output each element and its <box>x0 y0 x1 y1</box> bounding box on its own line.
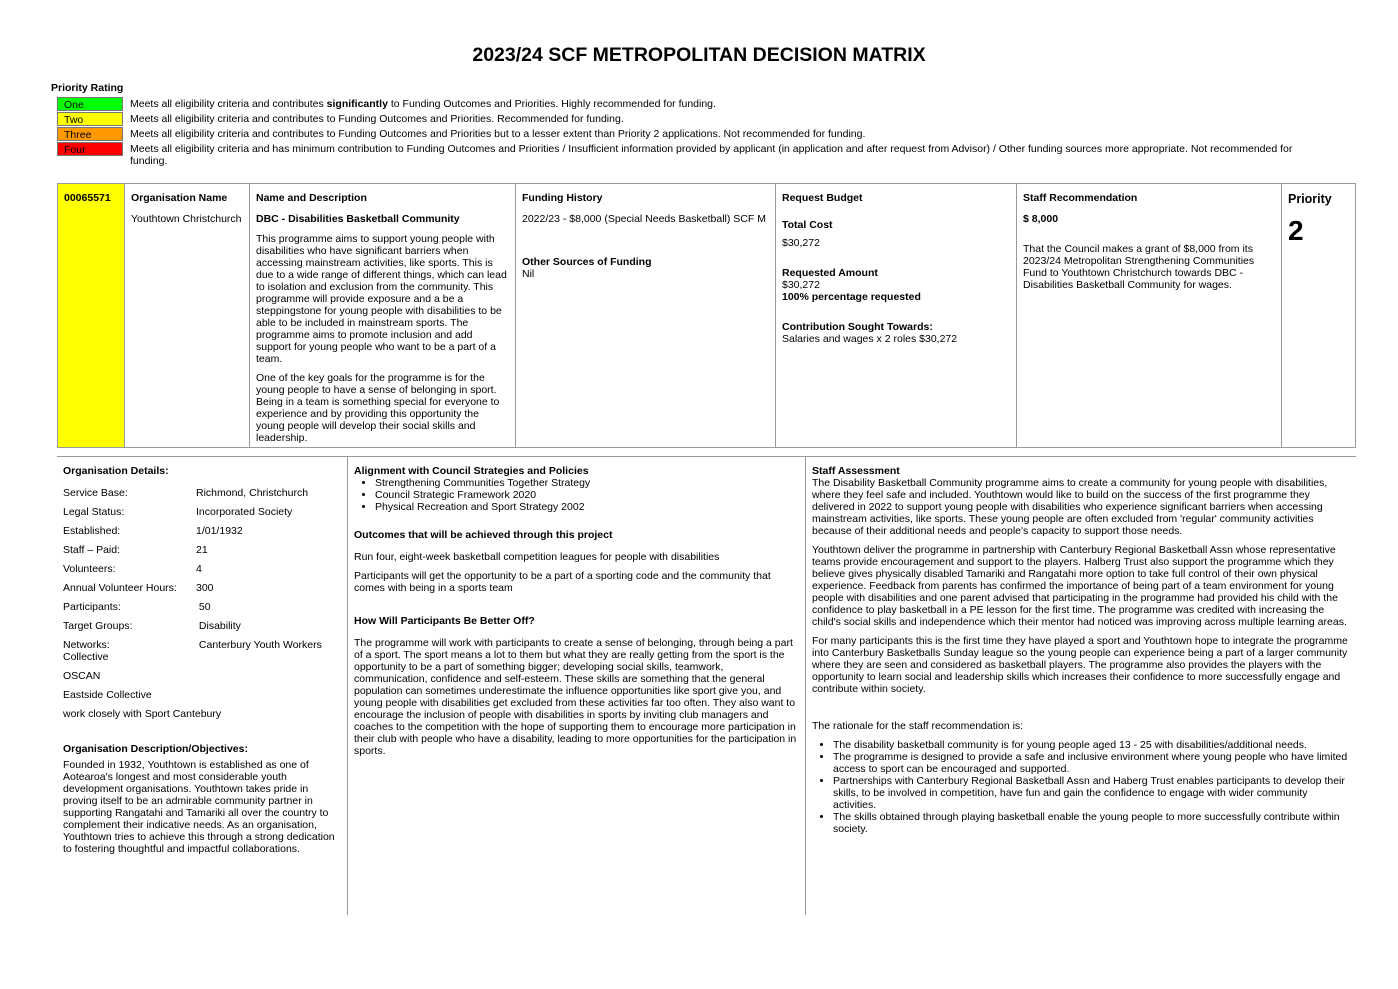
assessment-paragraph: The Disability Basketball Community programme aims to create a community for young people with disabilities, where they feel safe and included. Youthtown would like to build on the success of the first programme they delivered in 2022 to support young people with disabilities who experience significant barriers when accessing mainstream activities, like sports. These young people are often excluded from 'regular' community activities because of their additional needs and people's capacity to support those needs. <box>812 477 1328 537</box>
list-item: • Partnerships with Canterbury Regional Basketball Assn and Haberg Trust enables participants to develop their skills, to be involved in competition, have fun and gain the confidence to engage with wider community activities. <box>833 775 1350 811</box>
list-item: • Strengthening Communities Together Strategy <box>375 477 799 489</box>
contribution-label: Contribution Sought Towards: <box>782 321 933 333</box>
other-sources: Nil <box>522 268 535 280</box>
detail-row: Annual Volunteer Hours: 300 <box>63 582 214 594</box>
rationale-intro: The rationale for the staff recommendation is: <box>812 720 1024 732</box>
requested-amount: $30,272 <box>782 279 820 291</box>
network-item: Eastside Collective <box>63 689 152 701</box>
priority-description: Meets all eligibility criteria and has minimum contribution to Funding Outcomes and Priorities / Insufficient information provided by applicant (in application and after request from Advisor) / Other funding sources more appropriate. Not recommended for funding. <box>130 143 1293 167</box>
priority-row-two <box>57 112 1315 126</box>
priority-swatch: Two <box>57 112 123 126</box>
list-item: • The skills obtained through playing basketball enable the young people to more successfully contribute within society. <box>833 811 1350 835</box>
percentage-requested: 100% percentage requested <box>782 291 921 303</box>
detail-row: Staff – Paid: 21 <box>63 544 208 556</box>
alignment-outcomes <box>348 457 806 915</box>
list-item: • Physical Recreation and Sport Strategy 2002 <box>375 501 799 513</box>
name-description-header: Name and Description <box>256 192 367 204</box>
organisation-details <box>57 457 348 915</box>
staff-assessment <box>806 457 1356 915</box>
request-budget-header: Request Budget <box>782 192 863 204</box>
org-name: Youthtown Christchurch <box>131 213 242 225</box>
priority-row-one <box>57 97 1315 111</box>
detail-row: Target Groups: Disability <box>63 620 241 632</box>
priority-description: Meets all eligibility criteria and contributes to Funding Outcomes and Priorities. Recommended for funding. <box>130 113 624 125</box>
detail-row: Volunteers: 4 <box>63 563 202 575</box>
better-off-text: The programme will work with participants to create a sense of belonging, through being a part of a sport. The sport means a lot to them but what they are really getting from the sport is the opportunity to be a part of something bigger; developing social skills, teamwork, communication, confidence and self-esteem. These skills are something that the general population can sometimes underestimate the influence opportunities like sport give you, and young people with disabilities get excluded from these activities far too often. They also want to encourage the inclusion of people with disabilities in sports by inviting club managers and coaches to the competition with the hope of supporting them to encourage more participation in their club with people who have a disability, leading to more opportunities for the participation in sports. <box>354 637 797 757</box>
priority-rating-heading: Priority Rating <box>51 82 124 94</box>
total-cost: $30,272 <box>782 237 820 249</box>
list-item: • The programme is designed to provide a safe and inclusive environment where young people who have limited access to sport can be encouraged and supported. <box>833 751 1350 775</box>
project-description: This programme aims to support young people with disabilities who have significant barriers when accessing mainstream activities, like sports. This is due to a wide range of different things, which can lead to isolation and exclusion from the community. This programme will provide exposure and a be a steppingstone for young people with disabilities to be able to be included in mainstream sports. The programme aims to promote inclusion and add support for young people who want to be a part of a team. <box>256 233 507 365</box>
project-name: DBC - Disabilities Basketball Community <box>256 213 460 225</box>
priority-description: Meets all eligibility criteria and contributes to Funding Outcomes and Priorities but to a lesser extent than Priority 2 applications. Not recommended for funding. <box>130 128 866 140</box>
priority-column <box>1282 184 1357 447</box>
detail-row: Legal Status: Incorporated Society <box>63 506 293 518</box>
description-column <box>250 184 516 447</box>
org-details-heading: Organisation Details: <box>63 465 169 477</box>
priority-row-four <box>57 142 1315 167</box>
total-cost-label: Total Cost <box>782 219 833 231</box>
funding-history-header: Funding History <box>522 192 603 204</box>
priority-value: 2 <box>1288 215 1304 246</box>
strategy-list <box>354 477 799 513</box>
budget-column <box>776 184 1017 447</box>
assessment-paragraph: For many participants this is the first time they have played a sport and Youthtown hope to integrate the programme into Canterbury Basketballs Sunday league so the young people can experience being a part of a larger community where they are seen and considered as basketball players. The programme also provides the players with the opportunity to learn social and leadership skills which increases their confidence to more successfully engage and contribute within society. <box>812 635 1348 695</box>
org-name-header: Organisation Name <box>131 192 228 204</box>
priority-row-three <box>57 127 1315 141</box>
network-item: work closely with Sport Cantebury <box>63 708 222 720</box>
priority-swatch: Four <box>57 142 123 156</box>
staff-assessment-heading: Staff Assessment <box>812 465 900 477</box>
detail-row: Service Base: Richmond, Christchurch <box>63 487 309 499</box>
contribution: Salaries and wages x 2 roles $30,272 <box>782 333 958 345</box>
alignment-heading: Alignment with Council Strategies and Policies <box>354 465 589 477</box>
list-item: • The disability basketball community is for young people aged 13 - 25 with disabilities/additional needs. <box>833 739 1350 751</box>
org-description: Founded in 1932, Youthtown is established as one of Aotearoa's longest and most considerable youth development organisations. Youthtown takes pride in proving itself to be an admirable community partner in supporting Rangatahi and Tamariki all over the country to complement their indicative needs. As an organisation, Youthtown tries to achieve this through a strong dedication to fostering thoughtful and impactful collaborations. <box>63 759 335 855</box>
organisation-column <box>125 184 250 447</box>
rationale-list <box>812 739 1350 835</box>
list-item: • Council Strategic Framework 2020 <box>375 489 799 501</box>
priority-description: Meets all eligibility criteria and contributes significantly to Funding Outcomes and Priorities. Highly recommended for funding. <box>130 98 716 110</box>
network-item: OSCAN <box>63 670 101 682</box>
outcome: Participants will get the opportunity to be a part of a sporting code and the community that comes with being in a sports team <box>354 570 771 594</box>
staff-recommendation-header: Staff Recommendation <box>1023 192 1138 204</box>
better-off-heading: How Will Participants Be Better Off? <box>354 615 535 627</box>
application-record <box>57 183 1356 448</box>
detail-row: Established: 1/01/1932 <box>63 525 243 537</box>
staff-recommended-amount: $ 8,000 <box>1023 213 1059 225</box>
other-sources-header: Other Sources of Funding <box>522 256 652 268</box>
application-id: 00065571 <box>58 184 125 447</box>
staff-recommendation-column <box>1017 184 1282 447</box>
detail-row: Networks: Canterbury Youth Workers <box>63 639 322 651</box>
org-description-heading: Organisation Description/Objectives: <box>63 743 248 755</box>
details-section <box>57 456 1356 915</box>
project-goals: One of the key goals for the programme is for the young people to have a sense of belonging in sport. Being in a team is something special for everyone to experience and by providing this opportunity the young people will develop their social skills and leadership. <box>256 372 500 444</box>
priority-swatch: Three <box>57 127 123 141</box>
network-item: Collective <box>63 651 109 663</box>
priority-swatch: One <box>57 97 123 111</box>
assessment-paragraph: Youthtown deliver the programme in partnership with Canterbury Regional Basketball Assn whose representative teams provide encouragement and support to the players. Halberg Trust also support the programme which they believe gives physically disabled Tamariki and Rangatahi more option to take full control of their own physical experience. Feedback from parents has confirmed the importance of being part of a team environment for young people with disabilities and one parent advised that participating in the programme had provided his child with the confidence to play basketball in a PE lesson for the first time. The programme was credited with increasing the child's social skills and independence which their mentor had noticed was improving across multiple learning areas. <box>812 544 1347 628</box>
requested-amount-label: Requested Amount <box>782 267 878 279</box>
detail-row: Participants: 50 <box>63 601 211 613</box>
staff-recommendation-text: That the Council makes a grant of $8,000 from its 2023/24 Metropolitan Strengthening Communities Fund to Youthtown Christchurch towards DBC - Disabilities Basketball Community for wages. <box>1023 243 1255 291</box>
funding-history: 2022/23 - $8,000 (Special Needs Basketball) SCF M <box>522 213 766 225</box>
funding-column <box>516 184 776 447</box>
priority-header: Priority <box>1288 192 1332 206</box>
outcome: Run four, eight-week basketball competition leagues for people with disabilities <box>354 551 720 563</box>
outcomes-heading: Outcomes that will be achieved through this project <box>354 529 613 541</box>
page-title: 2023/24 SCF METROPOLITAN DECISION MATRIX <box>472 44 926 66</box>
